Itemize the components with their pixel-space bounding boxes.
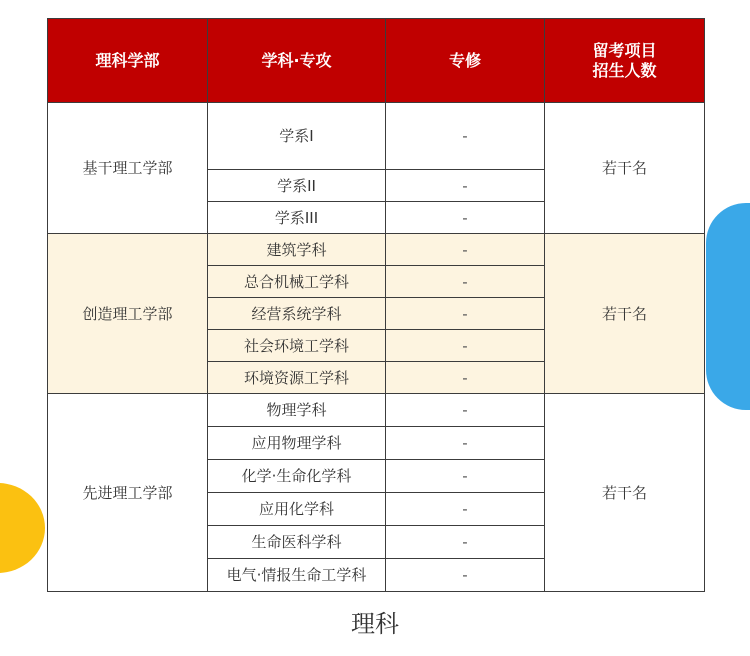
table-header-row — [48, 19, 705, 103]
decorative-yellow-circle — [0, 483, 45, 573]
major-cell: - — [386, 202, 545, 234]
major-cell: - — [386, 330, 545, 362]
major-cell: - — [386, 559, 545, 592]
department-cell: 应用物理学科 — [208, 427, 386, 460]
major-cell: - — [386, 103, 545, 170]
major-cell: - — [386, 394, 545, 427]
major-cell: - — [386, 298, 545, 330]
header-enrollment-line1: 留考项目 — [592, 41, 657, 61]
table-caption: 理科 — [351, 610, 399, 638]
department-cell: 经营系统学科 — [208, 298, 386, 330]
major-cell: - — [386, 460, 545, 493]
department-cell: 应用化学科 — [208, 493, 386, 526]
major-cell: - — [386, 427, 545, 460]
decorative-blue-shape — [706, 203, 750, 410]
enrollment-count-cell: 若干名 — [545, 234, 705, 394]
faculty-cell: 基干理工学部 — [48, 103, 208, 234]
table-row — [48, 234, 705, 266]
table-row — [48, 103, 705, 170]
department-cell: 社会环境工学科 — [208, 330, 386, 362]
department-cell: 学系III — [208, 202, 386, 234]
header-enrollment-line2: 招生人数 — [592, 60, 657, 80]
faculty-cell: 先进理工学部 — [48, 394, 208, 592]
enrollment-count-cell: 若干名 — [545, 394, 705, 592]
faculty-cell: 创造理工学部 — [48, 234, 208, 394]
major-cell: - — [386, 493, 545, 526]
major-cell: - — [386, 266, 545, 298]
department-cell: 总合机械工学科 — [208, 266, 386, 298]
table-row — [48, 394, 705, 427]
department-cell: 化学·生命化学科 — [208, 460, 386, 493]
header-department: 学科·专攻 — [208, 19, 386, 103]
department-cell: 建筑学科 — [208, 234, 386, 266]
department-cell: 学系II — [208, 170, 386, 202]
major-cell: - — [386, 234, 545, 266]
enrollment-count-cell: 若干名 — [545, 103, 705, 234]
header-major: 专修 — [386, 19, 545, 103]
header-enrollment — [545, 19, 705, 103]
department-cell: 电气·情报生命工学科 — [208, 559, 386, 592]
header-faculty: 理科学部 — [48, 19, 208, 103]
department-cell: 物理学科 — [208, 394, 386, 427]
department-cell: 环境资源工学科 — [208, 362, 386, 394]
major-cell: - — [386, 526, 545, 559]
major-cell: - — [386, 170, 545, 202]
department-cell: 学系I — [208, 103, 386, 170]
major-cell: - — [386, 362, 545, 394]
department-cell: 生命医科学科 — [208, 526, 386, 559]
science-faculty-table — [47, 18, 705, 592]
